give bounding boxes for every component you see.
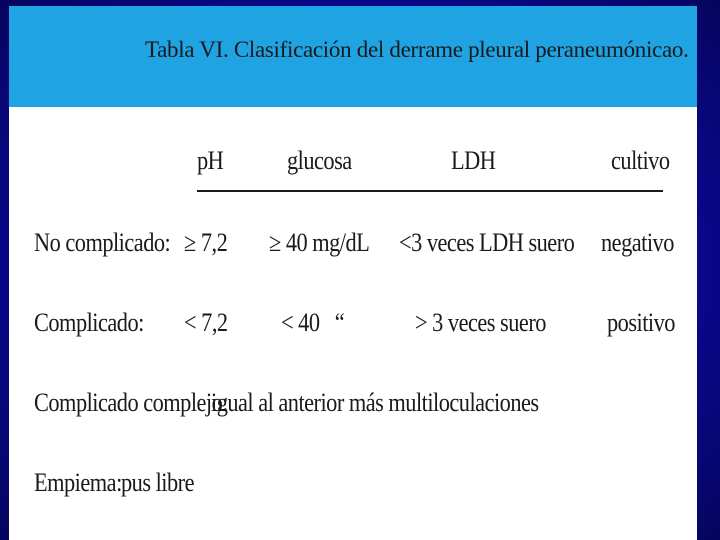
note-label-complicado-complejo: Complicado complejo: (34, 388, 228, 417)
cell-glucosa-no-complicado: ≥ 40 mg/dL (269, 228, 370, 257)
header-divider (197, 190, 663, 192)
cell-ph-no-complicado: ≥ 7,2 (184, 228, 228, 257)
column-header-ldh: LDH (451, 146, 496, 175)
cell-ph-complicado: < 7,2 (184, 308, 228, 337)
title-bar (9, 6, 697, 107)
row-label-complicado: Complicado: (34, 308, 144, 337)
note-text-complicado-complejo: igual al anterior más multiloculaciones (211, 388, 539, 417)
cell-ldh-no-complicado: <3 veces LDH suero (399, 228, 575, 257)
row-label-no-complicado: No complicado: (34, 228, 171, 257)
cell-ldh-complicado: > 3 veces suero (415, 308, 546, 337)
column-header-ph: pH (197, 146, 224, 175)
table-title: Tabla VI. Clasificación del derrame pleural peraneumónicao. (145, 37, 689, 62)
cell-cultivo-no-complicado: negativo (601, 228, 674, 257)
note-label-empiema: Empiema: (34, 468, 122, 497)
column-header-glucosa: glucosa (287, 146, 352, 175)
column-header-cultivo: cultivo (611, 146, 670, 175)
table-panel (9, 6, 697, 540)
note-text-empiema: pus libre (121, 468, 194, 497)
cell-cultivo-complicado: positivo (607, 308, 675, 337)
cell-glucosa-complicado: < 40 “ (281, 308, 345, 337)
